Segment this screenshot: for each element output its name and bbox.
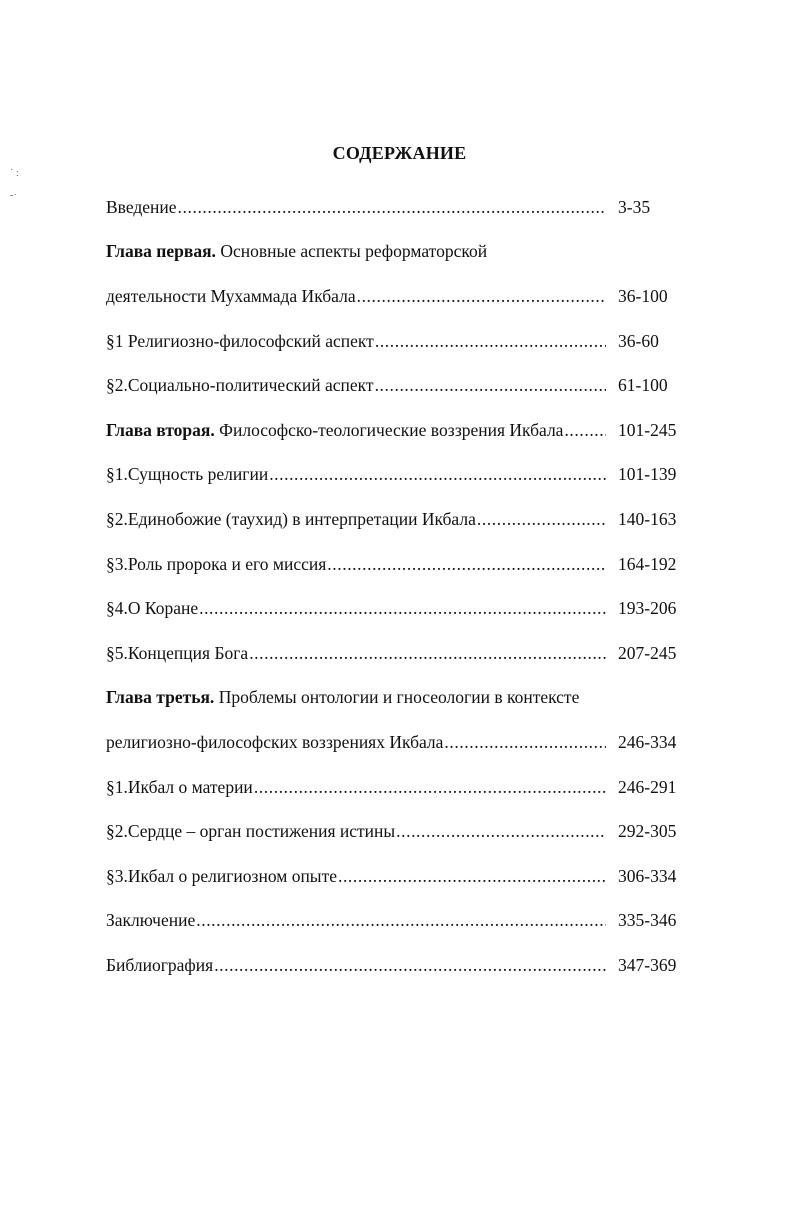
toc-entry-chapter-1[interactable] (106, 274, 686, 319)
scan-artifact: ˙ : (10, 168, 19, 179)
chapter-title: Основные аспекты реформаторской (215, 241, 488, 262)
dot-leader (269, 464, 606, 485)
toc-entry-2-2[interactable] (106, 497, 686, 542)
page-range: 164-192 (618, 553, 677, 574)
toc-chapter-3-heading[interactable] (106, 676, 686, 721)
toc-entry-bibliography[interactable] (106, 943, 686, 988)
entry-text: религиозно-философских воззрениях Икбала (106, 731, 444, 752)
toc-entry-2-1[interactable] (106, 453, 686, 498)
entry-text: §1.Икбал о материи (106, 776, 253, 797)
toc-entry-3-1[interactable] (106, 765, 686, 810)
entry-text: §3.Икбал о религиозном опыте (106, 865, 337, 886)
entry-text: §4.О Коране (106, 598, 199, 619)
chapter-label: Глава первая. (106, 241, 216, 262)
dot-leader (178, 197, 606, 218)
toc-entry-introduction[interactable] (106, 185, 686, 230)
toc-entry-chapter-3[interactable] (106, 720, 686, 765)
dot-leader (214, 955, 606, 976)
dot-leader (196, 910, 606, 931)
dot-leader (357, 286, 606, 307)
page-range: 246-291 (618, 776, 677, 797)
page-range: 101-139 (618, 464, 677, 485)
page-range: 36-60 (618, 330, 659, 351)
page-range: 246-334 (618, 731, 677, 752)
chapter-label: Глава третья. (106, 687, 215, 708)
dot-leader (375, 375, 606, 396)
toc-entry-1-1[interactable] (106, 319, 686, 364)
entry-text: деятельности Мухаммада Икбала (106, 285, 356, 306)
page-range: 347-369 (618, 954, 677, 975)
dot-leader (477, 509, 606, 530)
page-range: 140-163 (618, 508, 677, 529)
chapter-title: Философско-теологические воззрения Икбала (214, 419, 564, 440)
dot-leader (338, 866, 606, 887)
toc-entry-3-2[interactable] (106, 809, 686, 854)
entry-text: §2.Социально-политический аспект (106, 375, 374, 396)
chapter-label: Глава вторая. (106, 419, 215, 440)
dot-leader (444, 732, 606, 753)
entry-text: §1 Религиозно-философский аспект (106, 330, 374, 351)
toc-entry-chapter-2[interactable] (106, 408, 686, 453)
page-range: 306-334 (618, 865, 677, 886)
scan-artifact: -· (10, 190, 17, 201)
dot-leader (327, 554, 606, 575)
table-of-contents (106, 185, 686, 988)
page-range: 335-346 (618, 910, 677, 931)
entry-text: §2.Сердце – орган постижения истины (106, 821, 396, 842)
entry-text: §5.Концепция Бога (106, 642, 249, 663)
page-range: 61-100 (618, 375, 668, 396)
toc-entry-1-2[interactable] (106, 363, 686, 408)
toc-chapter-1-heading[interactable] (106, 230, 686, 275)
dot-leader (254, 777, 606, 798)
entry-text: Заключение (106, 910, 196, 931)
entry-text: §1.Сущность религии (106, 464, 269, 485)
dot-leader (375, 331, 606, 352)
entry-text: §2.Единобожие (таухид) в интерпретации Икбала (106, 508, 476, 529)
dot-leader (199, 598, 606, 619)
toc-entry-3-3[interactable] (106, 854, 686, 899)
toc-entry-2-5[interactable] (106, 631, 686, 676)
dot-leader (564, 420, 606, 441)
dot-leader (396, 821, 606, 842)
entry-text: Введение (106, 196, 177, 217)
chapter-title: Проблемы онтологии и гносеологии в контексте (214, 687, 580, 708)
page-range: 292-305 (618, 821, 677, 842)
entry-text: §3.Роль пророка и его миссия (106, 553, 327, 574)
toc-entry-2-4[interactable] (106, 586, 686, 631)
page-range: 207-245 (618, 642, 677, 663)
page-range: 101-245 (618, 419, 677, 440)
entry-text: Библиография (106, 954, 214, 975)
page-range: 193-206 (618, 598, 677, 619)
page-title: СОДЕРЖАНИЕ (332, 143, 467, 163)
page-range: 36-100 (618, 285, 668, 306)
page-range: 3-35 (618, 196, 651, 217)
dot-leader (249, 643, 606, 664)
toc-entry-2-3[interactable] (106, 542, 686, 587)
toc-entry-conclusion[interactable] (106, 899, 686, 944)
